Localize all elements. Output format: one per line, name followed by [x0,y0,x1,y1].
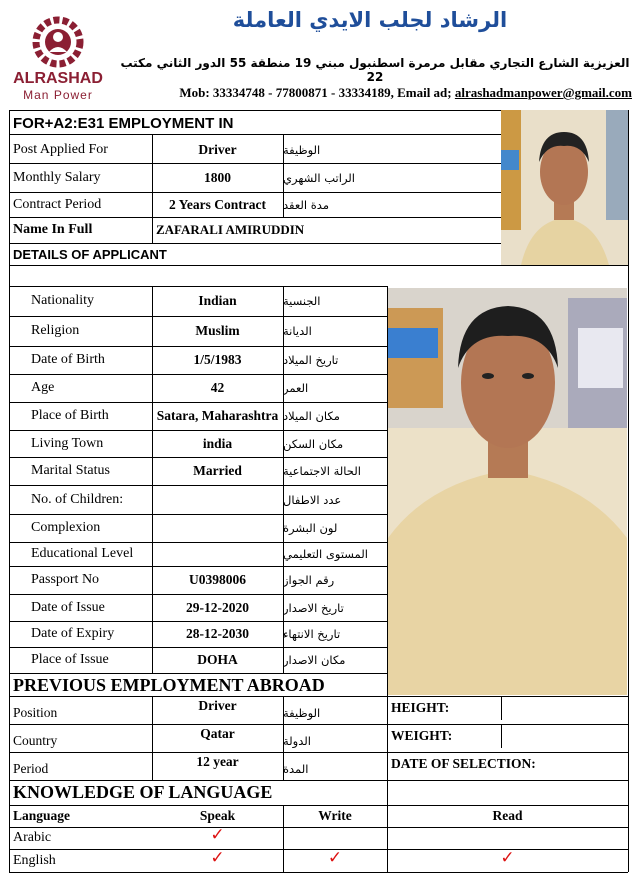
detail-value: 28-12-2030 [186,626,249,641]
language-column-header: Write [318,808,352,823]
detail-value: DOHA [197,652,238,667]
detail-value: india [202,435,233,451]
detail-label: Living Town [31,435,104,451]
detail-label: No. of Children: [31,491,124,507]
logo-subtext: Man Power [23,88,93,102]
detail-value: Satara, Maharashtra [156,408,279,423]
company-address: العزيزية الشارع التجاري مقابل مرمرة اسطنبول مبني 19 منطقة 55 الدور الثاني مكتب 22 [120,56,630,84]
contract-label-ar: مدة العقد [283,197,329,212]
salary-label-ar: الراتب الشهري [283,170,355,185]
applicant-photo-large [388,288,627,695]
detail-label: Date of Issue [31,599,105,615]
detail-label: Date of Birth [31,352,105,367]
detail-label: Date of Expiry [31,626,115,641]
language-check-icon: ✓ [210,847,225,867]
previous-employment-heading: PREVIOUS EMPLOYMENT ABROAD [13,674,325,695]
detail-label-ar: عدد الاطفال [283,492,342,507]
detail-label-ar: الديانة [283,324,312,338]
detail-label-ar: العمر [283,381,309,395]
detail-label: Religion [31,323,80,338]
detail-label-ar: تاريخ الاصدار [283,600,344,615]
detail-label: Age [31,380,55,395]
detail-value [152,542,283,566]
detail-value: 29-12-2020 [186,599,249,615]
previous-label: Position [13,705,58,720]
contract-value: 2 Years Contract [169,196,266,212]
detail-label-ar: المستوى التعليمي [283,547,368,561]
name-label: Name In Full [13,222,93,237]
detail-label: Passport No [31,572,100,587]
previous-value: Driver [198,698,237,713]
language-check-icon: ✓ [210,825,225,844]
detail-label-ar: الحالة الاجتماعية [283,464,361,478]
detail-label: Place of Birth [31,408,109,423]
contact-line [112,85,632,101]
company-logo [8,12,108,104]
detail-label: Marital Status [31,463,110,478]
previous-label-ar: الدولة [283,734,311,748]
post-value: Driver [198,141,237,157]
previous-value: 12 year [196,754,239,769]
previous-label: Period [13,761,49,776]
detail-label-ar: تاريخ الميلاد [283,353,339,367]
detail-value: U0398006 [189,572,246,587]
company-title: الرشاد لجلب الايدي العاملة [232,8,508,32]
language-column-header: Speak [199,808,236,823]
previous-label: Country [13,733,58,748]
previous-label-ar: الوظيفة [283,706,321,720]
detail-label-ar: لون البشرة [283,521,338,535]
grid-line [9,134,501,135]
detail-value: Married [193,463,242,478]
language-heading: KNOWLEDGE OF LANGUAGE [13,781,273,802]
detail-label: Complexion [31,520,101,535]
language-check-icon: ✓ [327,847,343,867]
language-column-header: Read [492,808,523,823]
grid-line [9,265,628,266]
previous-value: Qatar [200,726,235,741]
previous-label-ar: المدة [283,762,309,776]
previous-right-field: DATE OF SELECTION: [391,756,536,771]
detail-value: 42 [210,380,225,395]
contract-label: Contract Period [13,196,102,212]
salary-label: Monthly Salary [13,169,101,185]
contact-numbers: Mob: 33334748 - 77800871 - 33334189, Email ad; [179,85,455,100]
detail-label: Nationality [31,293,94,308]
details-heading: DETAILS OF APPLICANT [13,247,167,262]
language-column-header: Language [13,808,71,823]
salary-value: 1800 [204,169,231,185]
detail-label-ar: رقم الجواز [283,573,335,587]
name-value: ZAFARALI AMIRUDDIN [156,222,305,237]
applicant-photo-small [501,110,628,265]
email-link[interactable]: alrashadmanpower@gmail.com [454,85,632,100]
detail-label-ar: مكان الميلاد [283,409,340,423]
post-label-ar: الوظيفة [283,142,321,157]
post-label: Post Applied For [13,141,108,157]
detail-label-ar: تاريخ الانتهاء [283,627,341,641]
language-name: Arabic [13,830,52,845]
language-name: English [13,852,56,868]
detail-label-ar: مكان الاصدار [283,653,346,667]
detail-value: Muslim [195,323,240,338]
detail-label: Place of Issue [31,652,109,667]
previous-right-field: HEIGHT: [391,700,450,715]
language-check-icon: ✓ [500,847,515,867]
detail-value: 1/5/1983 [193,352,242,367]
grid-line [9,872,628,873]
detail-value [152,514,283,542]
logo-text: ALRASHAD [13,70,103,87]
detail-label: Educational Level [31,546,134,561]
previous-right-field: WEIGHT: [391,728,453,743]
detail-label-ar: مكان السكن [283,436,344,451]
detail-label-ar: الجنسية [283,294,321,308]
detail-value [152,485,283,514]
detail-value: Indian [198,293,237,308]
employment-heading: FOR+A2:E31 EMPLOYMENT IN [13,114,234,132]
